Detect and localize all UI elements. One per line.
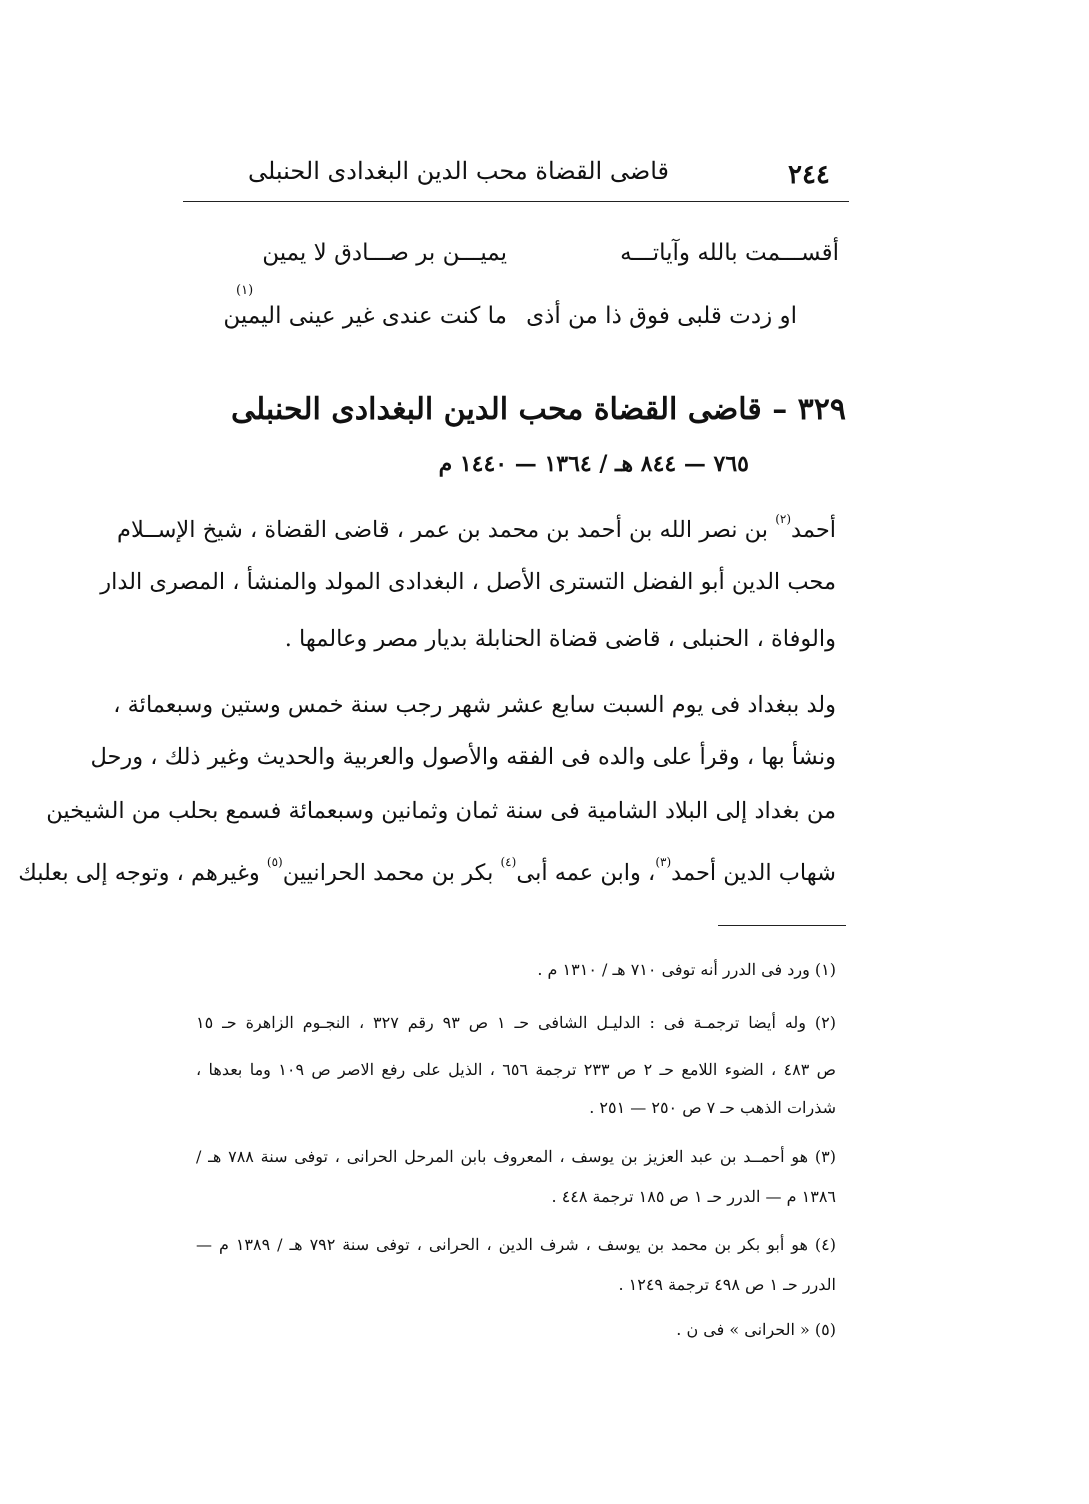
verse-1-first-hemistich: أقســـمت بالله وآياتـــه [620, 240, 839, 266]
footnote-3: (٣) هو أحمــد بن عبد العزيز بن يوسف ، المعروف بابن المرحل الحرانى ، توفى سنة ٧٨٨ هـ / [196, 1147, 837, 1166]
footnote-1: (١) ورد فى الدرر أنه توفى ٧١٠ هـ / ١٣١٠ م . [537, 960, 836, 979]
body-line: محب الدين أبو الفضل التسترى الأصل ، البغدادى المولد والمنشأ ، المصرى الدار [100, 569, 836, 595]
body-line: شهاب الدين أحمد$^{(٣)}$، وابن عمه أبى$^{(٤)}$ بكر بن محمد الحرانيين$^{(٥)}$ وغيرهم ، وتوجه إلى بعلبك [18, 855, 836, 886]
footnote-2: (٢) وله أيضا ترجمـة فى : الدليـل الشافى حـ ١ ص ٩٣ رقم ٣٢٧ ، النجـوم الزاهرة حـ ١٥ [196, 1013, 836, 1032]
header-rule [183, 201, 849, 202]
footnote-rule [718, 925, 846, 926]
body-line: ونشأ بها ، وقرأ على والده فى الفقه والأصول والعربية والحديث وغير ذلك ، ورحل [90, 744, 836, 770]
footnote-2-continued: ص ٤٨٣ ، الضوء اللامع حـ ٢ ص ٢٣٣ ترجمة ٦٥٦ ، الذيل على رفع الاصر ص ١٠٩ وما بعدها ، [196, 1060, 837, 1079]
footnote-5: (٥) « الحرانى » فى ن . [676, 1320, 836, 1339]
entry-name: أحمد [791, 517, 836, 543]
page-number: ٢٤٤ [788, 160, 830, 190]
footnote-ref-5: (٥) [266, 855, 283, 869]
footnote-ref-4: (٤) [500, 855, 517, 869]
body-line: والوفاة ، الحنبلى ، قاضى قضاة الحنابلة بديار مصر وعالمها . [284, 626, 836, 652]
body-line: ولد ببغداد فى يوم السبت سابع عشر شهر رجب سنة خمس وستين وسبعمائة ، [113, 692, 836, 718]
footnote-4-continued: الدرر حـ ١ ص ٤٩٨ ترجمة ١٢٤٩ . [618, 1275, 836, 1294]
footnote-2-continued: شذرات الذهب حـ ٧ ص ٢٥٠ — ٢٥١ . [589, 1098, 836, 1117]
body-line: من بغداد إلى البلاد الشامية فى سنة ثمان وثمانين وسبعمائة فسمع بحلب من الشيخين [46, 798, 836, 824]
footnote-3-continued: ١٣٨٦ م — الدرر حـ ١ ص ١٨٥ ترجمة ٤٤٨ . [551, 1187, 836, 1206]
entry-title: ٣٢٩ – قاضى القضاة محب الدين البغدادى الحنبلى [230, 392, 846, 427]
footnote-4: (٤) هو أبو بكر بن محمد بن يوسف ، شرف الدين ، الحرانى ، توفى سنة ٧٩٢ هـ / ١٣٨٩ م — [196, 1235, 837, 1254]
verse-2-second-hemistich: ما كنت عندى غير عينى اليمين [223, 303, 507, 329]
body-line: أحمد$^{(٢)}$ بن نصر الله بن أحمد بن محمد بن عمر ، قاضى القضاة ، شيخ الإســلام [117, 512, 836, 543]
footnote-ref-1: (١) [236, 283, 254, 298]
verse-1-second-hemistich: يميـــن بر صـــادق لا يمين [262, 240, 507, 266]
footnote-ref-2: (٢) [775, 512, 792, 526]
footnote-ref-3: (٣) [655, 855, 672, 869]
verse-2-first-hemistich: او زدت قلبى فوق ذا من أذى [526, 303, 797, 329]
entry-dates: ٧٦٥ — ٨٤٤ هـ / ١٣٦٤ — ١٤٤٠ م [438, 451, 749, 477]
running-title: قاضى القضاة محب الدين البغدادى الحنبلى [247, 157, 669, 185]
